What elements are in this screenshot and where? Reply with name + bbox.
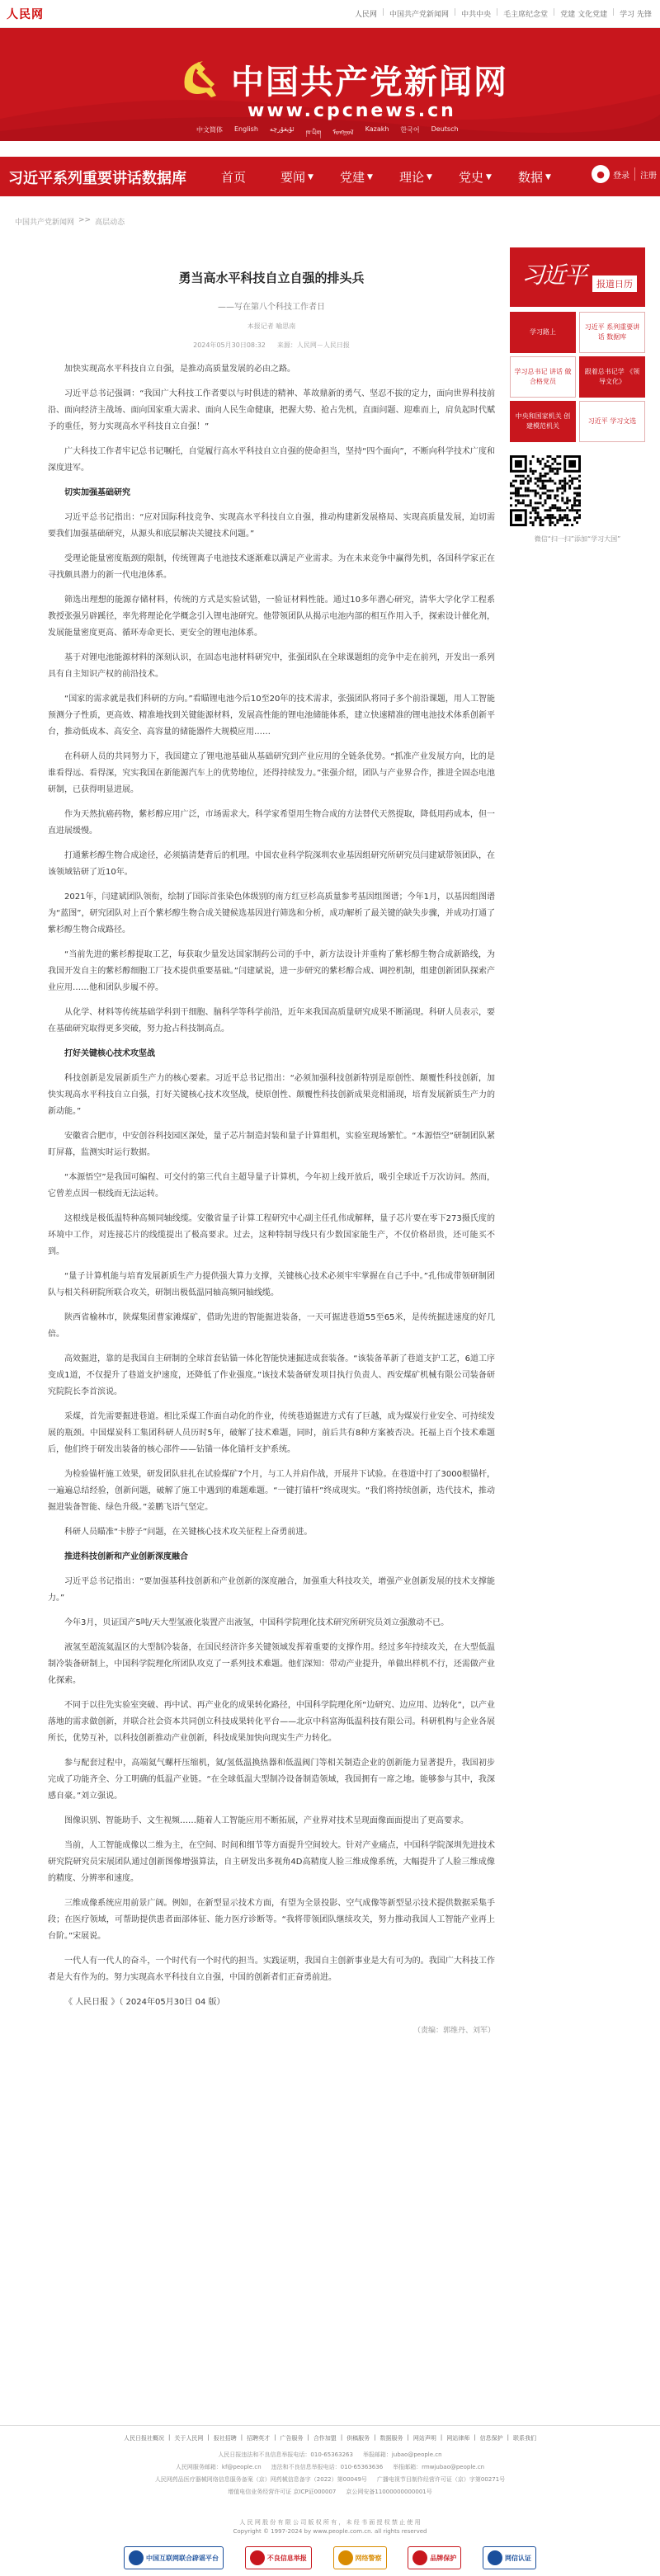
chevron-down-icon: ▼: [427, 172, 432, 181]
top-link-separator: |: [381, 8, 385, 16]
breadcrumb-link[interactable]: 中国共产党新闻网: [15, 219, 75, 227]
language-link[interactable]: ཁ་ཡིག: [305, 130, 322, 137]
article-source[interactable]: 来源：人民网－人民日报: [276, 341, 350, 349]
footer-info-item: 举报邮箱：jubao@people.cn: [362, 2451, 442, 2458]
top-link-separator: |: [496, 8, 499, 16]
footer-info-item: 广播电视节目制作经营许可证（京）字第00271号: [376, 2476, 506, 2483]
footer-link[interactable]: 信息保护: [479, 2435, 503, 2442]
article-paragraph: 图像识别、智能助手、文生视频……随着人工智能应用不断拓展，产业界对技术呈现面像面面提出了更高要求。: [64, 1816, 469, 1825]
site-title: 中国共产党新闻网: [231, 63, 508, 101]
report-calendar-banner[interactable]: [510, 247, 645, 307]
badge-icon: [412, 2550, 427, 2565]
login-button[interactable]: [592, 165, 629, 183]
article-paragraph: 从化学、材料等传统基础学科到干细胞、脑科学等科学前沿，近年来我国高质量研究成果不断涌现。科研人员表示，要在基础研究取得更多突破，努力抢占科技制高点。: [48, 1008, 495, 1034]
article-paragraph: 参与配套过程中，高端氦气螺杆压缩机，氦/氢低温换热器和低温阀门等相关制造企业的创新能力显著提升，我国初步完成了功能齐全、分工明确的低温产业链。“在全球低温大型制冷设备制造领域，我国拥有一席之地。能够参与其中，我深感自豪。”刘立强说。: [48, 1759, 495, 1801]
footer-link[interactable]: 联系我们: [512, 2435, 536, 2442]
footer-info-line: [0, 2451, 660, 2463]
article-body: [48, 361, 495, 2011]
language-link[interactable]: ᠮᠣᠩᠭᠣᠯ: [332, 129, 354, 136]
footer-link-separator: |: [407, 2434, 409, 2441]
footer-badge[interactable]: [124, 2546, 224, 2569]
nav-items: [221, 168, 578, 186]
article-paragraph: 陕西省榆林市，陕煤集团曹家滩煤矿，借助先进的智能掘进装备，一天可掘进巷道55至65米，是传统掘进速度的好几倍。: [48, 1313, 495, 1339]
language-link[interactable]: Deutsch: [431, 125, 459, 133]
footer-links: [0, 2434, 660, 2442]
article: [48, 269, 495, 2035]
site-url: www.cpcnews.cn: [248, 101, 456, 121]
nav-item-label: 首页: [221, 170, 247, 185]
language-links: [196, 125, 459, 141]
section-heading: 切实加强基础研究: [64, 488, 130, 497]
footer-copyright: [0, 2518, 660, 2536]
sidebar-tile[interactable]: 中央和国家机关 创建模范机关: [510, 401, 576, 442]
article-paragraph: 基于对锂电池能源材料的深刻认识，在固态电池材料研究中，张强团队在全球课题组的竞争中走在前列，开发出一系列具有自主知识产权的前沿技术。: [48, 653, 495, 679]
article-paragraph: 打通紫杉醇生物合成途径，必须搞清楚背后的机理。中国农业科学院深圳农业基因组研究所研究员闫建斌带领团队，在该领域钻研了近10年。: [48, 851, 495, 877]
nav-item[interactable]: [221, 168, 280, 186]
nav-item-label: 数据: [518, 170, 544, 185]
badge-label: 不良信息举报: [266, 2554, 307, 2562]
nav-item-label: 要闻: [280, 170, 306, 185]
top-link[interactable]: 学习 先锋: [620, 11, 652, 19]
article-paragraph: 受理论能量密度瓶颈的限制，传统锂离子电池技术逐渐难以满足产业需求。为在未来竞争中赢得先机，各国科学家正在寻找颇具潜力的新一代电池体系。: [48, 554, 495, 580]
footer-info-item: 人民日报违法和不良信息举报电话：010-65363263: [218, 2451, 353, 2458]
footer-badges: [124, 2546, 536, 2569]
party-emblem-icon: [175, 54, 226, 106]
article-paragraph: “本源悟空”是我国可编程、可交付的第三代自主超导量子计算机，今年初上线开放后，吸引全球近千万次访问。然而，它曾差点因一根线而无法运转。: [48, 1173, 495, 1199]
nav-item-label: 理论: [399, 170, 425, 185]
nav-divider: [634, 167, 635, 181]
badge-icon: [488, 2550, 502, 2565]
footer-link[interactable]: 供稿服务: [346, 2435, 370, 2442]
chevron-down-icon: ▼: [486, 172, 492, 181]
calendar-tag: 报道日历: [592, 275, 637, 292]
top-bar: [0, 0, 660, 28]
chevron-down-icon: ▼: [545, 172, 551, 181]
calendar-signature: 习近平: [521, 261, 587, 289]
article-paragraph: 加快实现高水平科技自立自强，是推动高质量发展的必由之路。: [64, 365, 295, 374]
footer-link[interactable]: 人民日报社概况: [124, 2435, 165, 2442]
footer-link-separator: |: [507, 2434, 509, 2441]
article-paragraph: 安徽省合肥市，中安创谷科技园区深处，量子芯片制造封装和量子计算组机，实验室现场繁忙。“本源悟空”研制团队紧盯屏幕，监测实时运行数据。: [48, 1132, 495, 1157]
footer-link[interactable]: 招聘英才: [247, 2435, 271, 2442]
language-link[interactable]: 中文简体: [196, 126, 223, 134]
footer-link[interactable]: 网站律师: [446, 2435, 470, 2442]
article-paragraph: 一代人有一代人的奋斗，一个时代有一个时代的担当。实践证明，我国自主创新事业是大有可为的。我国广大科技工作者是大有作为的。努力实现高水平科技自立自强，中国的创新者们正奋勇前进。: [48, 1957, 495, 1982]
badge-icon: [338, 2550, 353, 2565]
top-link-separator: |: [553, 8, 556, 16]
badge-label: 网络警察: [355, 2554, 382, 2562]
nav-user-area: [592, 165, 657, 183]
footer-info-lines: [0, 2451, 660, 2500]
copyright-en: Copyright © 1997-2024 by www.people.com.cn. all rights reserved: [233, 2528, 427, 2535]
footer-info-item: 增值电信业务经营许可证 京ICP证000007: [228, 2489, 337, 2495]
footer-link[interactable]: 广告服务: [280, 2435, 304, 2442]
article-paragraph: 作为天然抗癌药物，紫杉醇应用广泛，市场需求大。科学家希望用生物合成的方法替代天然提取，降低用药成本，但一直进展缓慢。: [48, 810, 495, 836]
top-link-separator: |: [612, 8, 615, 16]
article-paragraph: 习近平总书记指出：“要加强基科技创新和产业创新的深度融合，加强重大科技攻关，增强产业创新发展的技术支撑能力。”: [48, 1577, 495, 1603]
footer-link-separator: |: [440, 2434, 443, 2441]
nav-item[interactable]: [340, 168, 399, 186]
nav-item[interactable]: [399, 168, 459, 186]
sidebar-tiles: [510, 312, 645, 442]
article-subtitle: ——写在第八个科技工作者日: [218, 303, 325, 312]
top-link[interactable]: 中共中央: [461, 11, 492, 19]
article-paragraph: 广大科技工作者牢记总书记嘱托，自觉履行高水平科技自立自强的使命担当，坚持“四个面向”，不断向科学技术广度和深度进军。: [48, 447, 495, 473]
nav-item-label: 党建: [340, 170, 365, 185]
user-icon: ●: [592, 165, 610, 183]
footer-link-separator: |: [340, 2434, 343, 2441]
footer-link-separator: |: [168, 2434, 171, 2441]
nav-item[interactable]: [518, 168, 578, 186]
footer-badge[interactable]: [245, 2546, 312, 2569]
people-logo[interactable]: 人民网: [7, 8, 44, 21]
article-paragraph: 科技创新是发展新质生产力的核心要素。习近平总书记指出：“必须加强科技创新特别是原创性、颠覆性科技创新，加快实现高水平科技自立自强，打好关键核心技术攻坚战，使原创性、颠覆性科技创新成果竞相涌现，培育发展新质生产力的新动能。”: [48, 1074, 495, 1116]
badge-label: 网信认证: [505, 2554, 531, 2562]
breadcrumb: [15, 216, 125, 227]
sidebar-tile[interactable]: 跟着总书记学 《领导文化》: [579, 356, 645, 398]
footer-link[interactable]: 报社招聘: [213, 2435, 237, 2442]
footer-link[interactable]: 关于人民网: [174, 2435, 204, 2442]
article-paragraph: 习近平总书记强调：“我国广大科技工作者要以与时俱进的精神、革故鼎新的勇气、坚忍不拔的定力，面向世界科技前沿、面向经济主战场、面向国家重大需求、面向人民生命健康，把握大势、抢占先机，直面问题、迎难而上，肩负起时代赋予的重任，努力实现高水平科技自立自强！”: [48, 389, 495, 431]
article-paragraph: 今年3月，贝证国产5吨/天大型氢液化装置产出液氢，中国科学院理化技术研究所研究员刘立强激动不已。: [64, 1618, 450, 1627]
article-paragraph: 习近平总书记指出：“应对国际科技竞争、实现高水平科技自立自强，推动构建新发展格局、实现高质量发展，迫切需要我们加强基础研究，从源头和底层解决关键技术问题。”: [48, 513, 495, 539]
section-heading: 推进科技创新和产业创新深度融合: [64, 1552, 188, 1561]
footer-badge[interactable]: [408, 2546, 461, 2569]
language-link[interactable]: Kazakh: [365, 125, 389, 133]
article-paragraph: 为检验锚杆施工效果，研发团队驻扎在试验煤矿7个月，与工人并肩作战，开展井下试验。在巷道中打了3000根锚杆，一遍遍总结经验，创新问题，破解了施工中遇到的难题难题。“一键打锚杆”终成现实。“我们将持续创新，迭代技术，推动掘进装备智能、绿色升级。”姜鹏飞语气坚定。: [48, 1470, 495, 1512]
article-paragraph: 2021年，闫建斌团队领衔，绘制了国际首张染色体级别的南方红豆杉高质量参考基因组图谱；今年1月，以基因组图谱为“蓝图”，研究团队对上百个紫杉醇生物合成关键候选基因进行筛选和分析，成功解析了最关键的缺失步骤，并成功打通了紫杉醇生物合成路径。: [48, 892, 495, 935]
footer-link-separator: |: [374, 2434, 376, 2441]
chevron-down-icon: ▼: [367, 172, 373, 181]
article-paragraph: 采煤，首先需要掘进巷道。相比采煤工作面自动化的作业，传统巷道掘进方式有了巨越，成为煤炭行业安全、可持续发展的瓶颈。中国煤炭科工集团科研人员历时5年，破解了技术难题，同时，前后共有8种方案被否决。托福上百个技术难题后，他们终于研发出装备的核心部件——钻锚一体化锚杆支护系统。: [48, 1412, 495, 1454]
footer-info-line: [0, 2475, 660, 2488]
article-paragraph: 这根线是极低温特种高频同轴线缆。安徽省量子计算工程研究中心副主任孔伟成解释，量子芯片要在零下273摄氏度的环境中工作，对连接芯片的线缆提出了极高要求。过去，这种特制导线只有少数国家能生产，不仅价格昂贵，还可能买不到。: [48, 1214, 495, 1256]
article-paragraph: 液氢至超流氦温区的大型制冷装备，在国民经济许多关键领域发挥着重要的支撑作用。经过多年持续攻关，在大型低温制冷装备研制上，中国科学院理化所团队攻克了一系列技术难题。他们深知：带动产业提升，单做出样机不行，还需做产业化探索。: [48, 1643, 495, 1685]
footer-link-separator: |: [307, 2434, 309, 2441]
article-title: 勇当高水平科技自立自强的排头兵: [178, 271, 365, 285]
site-header: [0, 28, 660, 141]
article-meta: [48, 341, 495, 350]
register-button[interactable]: 注册: [640, 171, 657, 181]
language-link[interactable]: English: [234, 125, 258, 133]
breadcrumb-link[interactable]: 高层动态: [95, 219, 125, 227]
article-paragraph: 当前，人工智能成像以二维为主，在空间、时间和细节等方面提升空间较大。针对产业痛点，中国科学院深圳先进技术研究院研究员宋展团队通过创新图像增强算法，自主研发出多视角4D高精度人脸三维成像系统，大幅提升了人脸三维成像的精度、分辨率和速度。: [48, 1841, 495, 1883]
footer-info-item: 违法和不良信息举报电话：010-65363636: [271, 2464, 384, 2470]
article-paragraph: 在科研人员的共同努力下，我国建立了锂电池基础从基础研究到产业应用的全链条优势。“抓准产业发展方向，比的是谁看得远、看得深，究实我国在新能源汽车上的优势地位，还得持续发力。”张强介绍，团队与产业界合作，推进全固态电池研制，已获得明显进展。: [48, 752, 495, 794]
article-date: 2024年05月30日08:32: [193, 341, 266, 349]
footer-link[interactable]: 数据服务: [380, 2435, 403, 2442]
article-paragraph: 科研人员瞄准“卡脖子”问题，在关键核心技术攻关征程上奋勇前进。: [64, 1528, 313, 1537]
nav-brand[interactable]: 习近平系列重要讲话数据库: [8, 170, 186, 187]
badge-icon: [129, 2550, 144, 2565]
sidebar-tile[interactable]: 学习路上: [510, 312, 576, 353]
article-editor: （责编：郭维丹、刘军）: [412, 2027, 495, 2035]
qr-caption: 微信“扫一扫”添加“学习大国”: [534, 535, 621, 543]
article-paragraph: 三维成像系统应用前景广阔。例如，在新型显示技术方面，有望为全景投影、空气成像等新型显示技术提供数据采集手段；在医疗领域，可帮助提供患者面部体征、能力医疗诊断等。“我将带领团队继续攻关，努力推动我国人工智能产业再上台阶。”宋展说。: [48, 1899, 495, 1941]
sidebar-tile[interactable]: 学习总书记 讲话 做合格党员: [510, 356, 576, 398]
article-author: 本报记者 喻思南: [247, 323, 296, 330]
footer-info-item: 举报邮箱：rmwjubao@people.cn: [393, 2464, 485, 2470]
language-link[interactable]: ئۇيغۇرچە: [269, 125, 295, 133]
footer-link-separator: |: [207, 2434, 210, 2441]
site-footer: [0, 2425, 660, 2576]
footer-link-separator: |: [274, 2434, 276, 2441]
badge-label: 中国互联网联合辟谣平台: [146, 2554, 219, 2562]
article-paragraph: 高效掘进，靠的是我国自主研制的全球首套钻锚一体化智能快速掘进成套装备。“该装备革新了巷道支护工艺，6道工序变成1道，不仅提升了巷道支护速度，还降低了作业强度。”该技术装备研发项目执行负责人、西安煤矿机械有限公司装备研究院院长李首滨说。: [48, 1354, 495, 1396]
article-paragraph: “国家的需求就是我们科研的方向。”看瞄锂电池今后10至20年的技术需求，张强团队将同子多个前沿课题，用人工智能预测分子性质，更高效、精准地找到关键能源材料，发展高性能的锂电池储能体系，建立快速精准的锂电池技术体系创新平台，推动低成本、高安全、高容量的储能器件大规模应用……: [48, 695, 495, 737]
sidebar-tile[interactable]: 习近平 系列重要讲话 数据库: [579, 312, 645, 353]
footer-info-line: [0, 2488, 660, 2500]
footer-link[interactable]: 网站声明: [412, 2435, 436, 2442]
language-link[interactable]: 한국어: [400, 126, 420, 134]
top-link[interactable]: 人民网: [354, 11, 377, 19]
top-link[interactable]: 中国共产党新闻网: [389, 11, 450, 19]
top-link[interactable]: 毛主席纪念堂: [503, 11, 549, 19]
footer-badge[interactable]: [333, 2546, 387, 2569]
login-label: 登录: [613, 171, 629, 181]
footer-link[interactable]: 合作加盟: [313, 2435, 337, 2442]
article-paragraph: “量子计算机能与培育发展新质生产力提供强大算力支撑，关键核心技术必须牢牢掌握在自己手中。”孔伟成带领研制团队与相关科研院所联合攻关，研制出极低温同轴高频同轴线缆。: [48, 1272, 495, 1297]
footer-info-item: 人民网服务邮箱：kf@people.cn: [175, 2464, 262, 2470]
sidebar-tile[interactable]: 习近平 学习文选: [579, 401, 645, 442]
footer-info-line: [0, 2463, 660, 2475]
top-link[interactable]: 党建 文化党建: [560, 11, 608, 19]
article-paragraph: 筛选出理想的能源存储材料，传统的方式是实验试错，一验证材料性能。通过10多年潜心研究，清华大学化学工程系教授张强另辟蹊径，率先将理论化学概念引入锂电池研究。他带领团队从揭示电池内部的相互作用入手，探索设计催化剂，发展能量密度更高、循环寿命更长、更安全的锂电池体系。: [48, 596, 495, 638]
top-link-separator: |: [454, 8, 457, 16]
section-heading: 打好关键核心技术攻坚战: [64, 1049, 155, 1058]
footer-link-separator: |: [474, 2434, 476, 2441]
chevron-down-icon: ▼: [308, 172, 314, 181]
qr-code-icon: [510, 455, 581, 526]
main-nav: [0, 157, 660, 196]
footer-info-item: 人民网药品医疗器械网络信息服务备案（京）网药械信息备字（2022）第00049号: [154, 2476, 367, 2483]
article-paragraph: 《 人民日报 》（ 2024年05月30日 04 版）: [64, 1998, 225, 2007]
nav-item-label: 党史: [459, 170, 484, 185]
footer-link-separator: |: [240, 2434, 243, 2441]
badge-icon: [250, 2550, 265, 2565]
badge-label: 品牌保护: [430, 2554, 457, 2562]
nav-item[interactable]: [459, 168, 518, 186]
article-paragraph: 不同于以往先实验室突破、再中试、再产业化的成果转化路径，中国科学院理化所“边研究、边应用、边转化”，以产业落地的需求做创新，并联合社会资本共同创立科技成果转化平台——北京中科富海低温科技有限公司。科研机构与企业各展所长，优势互补，以科技创新推动产业创新，科技成果加快向现实生产力转化。: [48, 1701, 495, 1743]
article-paragraph: “当前先进的紫杉醇提取工艺，每获取少量发达国家制药公司的手中，新方法设计并重构了紫杉醇生物合成新路线，为我国开发自主的紫杉醇细胞工厂技术提供重要基础。”闫建斌说，进一步研究的紫杉醇合成、调控机制，组建创新团队探索产业应用……他和团队步履不停。: [48, 950, 495, 992]
nav-item[interactable]: [280, 168, 340, 186]
footer-badge[interactable]: [483, 2546, 536, 2569]
copyright-cn: 人 民 网 股 份 有 限 公 司 版 权 所 有 ， 未 经 书 面 授 权 禁 止 使 用: [239, 2519, 421, 2526]
footer-info-item: 京公网安备11000000000001号: [346, 2489, 432, 2495]
breadcrumb-separator: >>: [78, 216, 92, 224]
sidebar: [510, 247, 645, 544]
top-links: [355, 8, 652, 19]
